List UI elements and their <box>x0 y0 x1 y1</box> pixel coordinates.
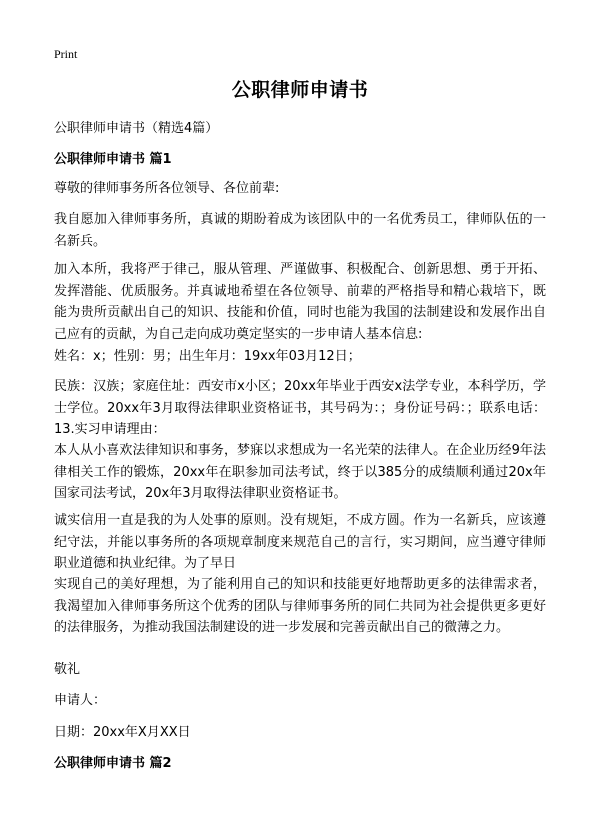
date-line: 日期：20xx年X月XX日 <box>54 725 191 740</box>
document-title: 公职律师申请书 <box>231 79 369 101</box>
applicant-line: 申请人： <box>54 693 107 708</box>
salutation: 尊敬的律师事务所各位领导、各位前辈: <box>54 181 280 196</box>
paragraph-integrity: 诚实信用一直是我的为人处事的原则。没有规矩，不成方圆。作为一名新兵，应该遵纪守法，并能以事务所的各项规章制度来规范自己的言行，实习期间，应当遵守律师职业道德和执业纪律。为了早日 <box>54 513 546 571</box>
paragraph-intro: 我自愿加入律师事务所，真诚的期盼着成为该团队中的一名优秀员工，律师队伍的一名新兵。 <box>54 212 546 249</box>
print-label[interactable]: Print <box>54 47 78 61</box>
paragraph-basic-info: 姓名：x；性别：男；出生年月：19xx年03月12日； <box>54 349 361 364</box>
document-subtitle: 公职律师申请书（精选4篇） <box>54 121 219 136</box>
paragraph-commitment: 加入本所，我将严于律己，服从管理、严谨做事、积极配合、创新思想、勇于开拓、发挥潜能、优质服务。并真诚地希望在各位领导、前辈的严格指导和精心栽培下，既能为贵所贡献出自己的知识、技能和价值，同时也能为我国的法制建设和发展作出自己应有的贡献，为自己走向成功奠定坚实的一步申请人基本信息: <box>54 262 546 342</box>
closing-salute: 敬礼 <box>54 662 81 677</box>
paragraph-reason: 本人从小喜欢法律知识和事务，梦寐以求想成为一名光荣的法律人。在企业历经9年法律相关工作的锻炼，20xx年在职参加司法考试，终于以385分的成绩顺利通过20x年国家司法考试，20x年3月取得法律职业资格证书。 <box>54 443 546 501</box>
paragraph-ethnicity-address: 民族：汉族；家庭住址：西安市x小区；20xx年毕业于西安x法学专业，本科学历，学士学位。20xx年3月取得法律职业资格证书，其号码为：；身份证号码：；联系电话：13.实习申请理由： <box>54 379 546 437</box>
paragraph-ideal: 实现自己的美好理想，为了能利用自己的知识和技能更好地帮助更多的法律需求者，我渴望加入律师事务所这个优秀的团队与律师事务所的同仁共同为社会提供更多更好的法律服务，为推动我国法制建设的进一步发展和完善贡献出自己的微薄之力。 <box>54 577 546 635</box>
section-heading-1: 公职律师申请书 篇1 <box>54 152 172 167</box>
section-heading-2: 公职律师申请书 篇2 <box>54 756 172 771</box>
